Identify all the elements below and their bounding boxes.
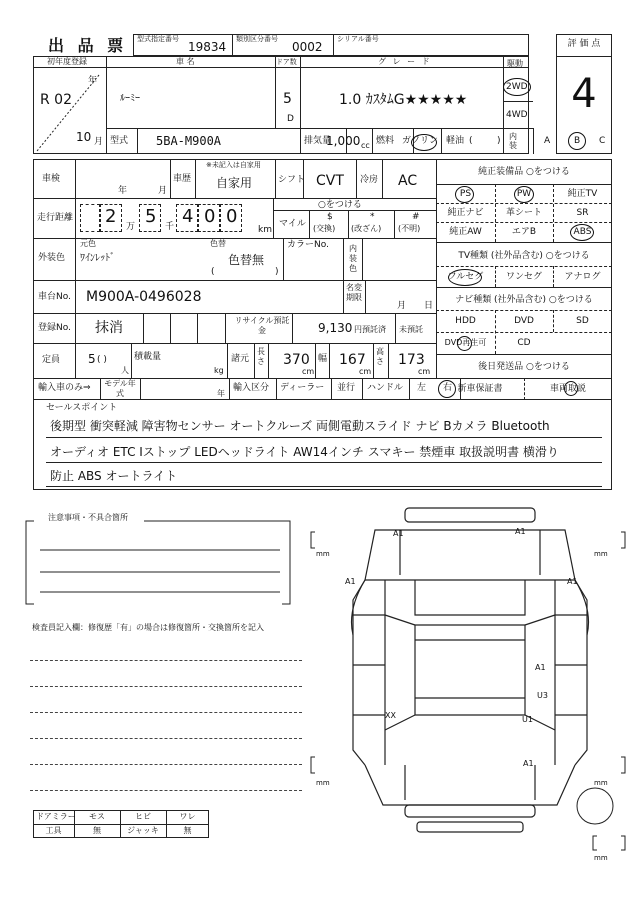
color-no-label: カラーNo.: [287, 240, 329, 250]
mm-label-fl: mm: [316, 550, 330, 558]
equip-sr: SR: [576, 208, 589, 218]
tool-label: 工具: [45, 826, 62, 835]
drive-2wd: 2WD: [506, 82, 528, 92]
sales-label: セールスポイント: [46, 403, 118, 413]
equip-genuine-aw: 純正AW: [449, 227, 482, 237]
equip-genuine-tv: 純正TV: [567, 189, 598, 199]
docs-manual: 車両取説: [549, 384, 586, 394]
drive-4wd: 4WD: [506, 110, 528, 120]
model-code: 19834: [188, 40, 227, 54]
length-value: 370: [283, 352, 310, 368]
mark-right-front: A1: [567, 577, 578, 586]
tv-oneseg: ワンセグ: [505, 272, 542, 282]
history-note: ※未記入は自家用: [206, 161, 261, 169]
model-type: 5BA-M900A: [156, 134, 222, 148]
equip-leather: 革シート: [505, 208, 542, 218]
import-model-label: モデル年式: [104, 379, 136, 398]
first-reg-month: 10: [76, 130, 92, 144]
ac-value: AC: [398, 173, 418, 189]
serial-label: シリアル番号: [337, 35, 379, 43]
grade-value: 1.0 ｶｽﾀﾑG★★★★★: [339, 92, 468, 108]
handle-right: 右: [443, 383, 453, 393]
mileage-box-1: [80, 204, 100, 232]
mileage-km: km: [258, 225, 272, 235]
doors-label: ドア数: [276, 58, 297, 66]
capacity-label: 定員: [42, 355, 61, 365]
height-value: 173: [398, 352, 425, 368]
capacity-unit: 人: [121, 366, 129, 375]
capacity-paren: ( ): [97, 355, 107, 365]
repaint-paren-close: ): [275, 267, 279, 277]
reg-label: 登録No.: [38, 323, 71, 333]
dim-label: 諸元: [231, 354, 250, 364]
handle-label: ハンドル: [367, 383, 404, 393]
inspector-label: 検査員記入欄：修復歴「有」の場合は修復箇所・交換箇所を記入: [32, 623, 264, 632]
first-reg-era: R 02: [40, 92, 72, 108]
equip-abs: ABS: [573, 227, 592, 237]
opt-star-sub: (改ざん): [351, 224, 382, 233]
class-code-label: 類別区分番号: [236, 35, 278, 43]
navi-sd: SD: [576, 316, 589, 326]
mark-right-rear-door: U1: [522, 715, 533, 724]
drive-2wd-circle: [503, 78, 531, 96]
recycle-value: 9,130: [318, 321, 353, 335]
tv-title: TV種類 (社外品含む) ○をつける: [458, 251, 590, 261]
import-type-label: 輸入区分: [233, 383, 270, 393]
jack-value: 無: [183, 826, 192, 835]
recycle-unit: 円預託済: [354, 325, 386, 334]
chassis-label: 車台No.: [38, 292, 71, 302]
opt-dollar-sub: (交換): [313, 224, 336, 233]
width-unit: cm: [359, 367, 372, 376]
shift-value: CVT: [316, 173, 344, 189]
class-code: 0002: [292, 40, 323, 54]
handle-left: 左: [417, 383, 427, 393]
car-name-label: 車 名: [176, 57, 195, 66]
mark-front-right-top: A1: [515, 527, 526, 536]
name-change-day: 日: [424, 301, 434, 311]
mileage-label: 走行距離: [37, 213, 74, 223]
mm-label-spare: mm: [594, 854, 608, 862]
load-label: 積載量: [134, 352, 162, 362]
interior-a: A: [544, 136, 551, 146]
caution-label: 注意事項・不具合箇所: [48, 513, 128, 522]
tv-analog: アナログ: [564, 272, 601, 282]
sales-line-3: 防止 ABS オートライト: [50, 469, 178, 483]
opt-star: *: [370, 212, 375, 222]
tv-fullseg: フルセグ: [447, 272, 484, 282]
model-code-label: 型式指定番号: [137, 35, 179, 43]
navi-hdd: HDD: [455, 316, 476, 326]
height-label: 高さ: [376, 347, 384, 366]
first-reg-label: 初年度登録: [47, 57, 87, 66]
displacement-unit: cc: [361, 141, 370, 150]
mileage-digit-2: 5: [145, 206, 157, 227]
interior-color-label: 内装色: [349, 244, 357, 273]
mark-front-left-top: A1: [393, 529, 404, 538]
opt-dollar: $: [327, 212, 333, 222]
door-type: D: [287, 114, 294, 124]
mileage-mile: マイル: [279, 219, 306, 229]
sales-line-1: 後期型 衝突軽減 障害物センサー オートクルーズ 両側電動スライド ナビ Bカメラ Bluetooth: [50, 419, 550, 433]
opt-hash: #: [412, 212, 420, 222]
navi-dvd-play-circle: [457, 336, 472, 351]
docs-manual-circle: [564, 381, 578, 396]
car-damage-diagram: [305, 500, 640, 880]
navi-cd: CD: [517, 338, 531, 348]
month-unit: 月: [94, 137, 104, 147]
mark-right-door1: A1: [535, 663, 546, 672]
repaint-paren-open: (: [211, 267, 215, 277]
equip-ps: PS: [459, 189, 472, 199]
jack-label: ジャッキ: [127, 826, 159, 835]
fuel-gasoline-circle: [411, 134, 437, 151]
mark-right-door2: U3: [537, 691, 548, 700]
genuine-title: 純正装備品 ○をつける: [478, 167, 570, 177]
history-value: 自家用: [216, 176, 253, 190]
mm-label-rr: mm: [594, 779, 608, 787]
ac-label: 冷房: [360, 175, 379, 185]
inspection-year-unit: 年: [118, 186, 128, 196]
docs-warranty: 新車保証書: [457, 384, 503, 394]
equip-ps-circle: [455, 186, 474, 203]
crack-label: ヒビ: [135, 812, 151, 821]
mark-left-rear: XX: [385, 711, 396, 720]
interior-c: C: [599, 136, 606, 146]
fuel-diesel: 軽油: [446, 136, 465, 146]
drive-label: 駆動: [507, 59, 523, 68]
mileage-digit-4: 0: [204, 206, 216, 227]
equip-pw: PW: [516, 189, 532, 199]
repaint-label: 色替: [210, 239, 226, 248]
inspection-label: 車検: [42, 174, 61, 184]
equip-abs-circle: [570, 224, 594, 241]
length-unit: cm: [302, 367, 315, 376]
displacement-value: 1,000: [326, 134, 361, 148]
docs-title: 後日発送品 ○をつける: [478, 362, 570, 372]
interior-b-circle: [568, 132, 586, 150]
length-label: 長さ: [257, 347, 265, 366]
page-title: 出 品 票: [48, 36, 128, 55]
navi-dvd-play: DVD再生可: [444, 338, 487, 347]
import-dealer: ディーラー: [280, 383, 325, 393]
shift-label: シフト: [278, 175, 306, 185]
doors-value: 5: [283, 91, 292, 107]
recycle-label: リサイクル預託金: [234, 316, 290, 335]
interior-b: B: [574, 136, 581, 146]
mark-left-front: A1: [345, 577, 356, 586]
height-unit: cm: [418, 367, 431, 376]
fuel-paren-close: ): [497, 136, 501, 146]
width-label: 幅: [318, 354, 328, 364]
break-label: ワレ: [179, 812, 196, 821]
caution-bracket: [24, 512, 299, 612]
mm-label-rl: mm: [316, 779, 330, 787]
mileage-digit-1: 2: [105, 206, 117, 227]
equip-pw-circle: [514, 186, 534, 203]
mirror-value: モス: [89, 812, 105, 821]
equip-genuine-navi: 純正ナビ: [447, 208, 484, 218]
displacement-label: 排気量: [304, 136, 332, 146]
name-change-month: 月: [397, 301, 407, 311]
score-value: 4: [571, 71, 597, 117]
mark-right-rear: A1: [523, 759, 534, 768]
mileage-unit-man: 万: [126, 222, 136, 232]
reg-value: 抹消: [95, 320, 123, 336]
recycle-unpaid: 未預託: [399, 325, 423, 334]
mm-label-fr: mm: [594, 550, 608, 558]
tv-fullseg-circle: [448, 269, 482, 286]
opt-hash-sub: (不明): [398, 224, 421, 233]
history-label: 車歴: [173, 174, 192, 184]
fuel-paren-open: (: [469, 136, 473, 146]
import-parallel: 並行: [337, 383, 356, 393]
chassis-value: M900A-0496028: [86, 289, 202, 305]
mileage-circle-note: ○をつける: [318, 200, 362, 210]
import-year-unit: 年: [217, 389, 225, 398]
capacity-value: 5: [88, 352, 96, 366]
grade-label: グ レ ー ド: [378, 57, 432, 66]
original-color: ﾜｲﾝﾚｯﾄﾞ: [80, 253, 115, 264]
interior-label: 内装: [509, 132, 517, 150]
sales-line-2: オーディオ ETC Iストップ LEDヘッドライト AW14インチ スマキー 禁煙車 取扱説明書 横滑り: [50, 445, 559, 459]
mileage-digit-5: 0: [226, 206, 238, 227]
model-type-label: 型式: [110, 136, 129, 146]
import-label: 輸入車のみ⇒: [38, 383, 91, 393]
mirror-label: ドアミラー: [36, 812, 76, 821]
tool-value: 無: [93, 826, 101, 835]
navi-dvd: DVD: [514, 316, 534, 326]
name-change-label: 名変期限: [346, 283, 362, 302]
inspection-month-unit: 月: [158, 186, 168, 196]
fuel-label: 燃料: [376, 136, 395, 146]
exterior-label: 外装色: [38, 253, 66, 263]
score-label: 評 価 点: [567, 39, 601, 49]
load-unit: kg: [214, 366, 224, 375]
mileage-digit-3: 4: [182, 206, 194, 227]
fuel-gasoline: ガソリン: [402, 136, 439, 146]
mileage-unit-sen: 千: [165, 222, 175, 232]
width-value: 167: [339, 352, 366, 368]
navi-title: ナビ種類 (社外品含む) ○をつける: [455, 295, 593, 305]
repaint-value: 色替無: [228, 253, 265, 267]
equip-airbag: エアB: [511, 227, 537, 237]
original-color-label: 元色: [80, 239, 96, 248]
car-name: ﾙｰﾐｰ: [120, 93, 140, 104]
year-unit: 年: [88, 76, 98, 86]
